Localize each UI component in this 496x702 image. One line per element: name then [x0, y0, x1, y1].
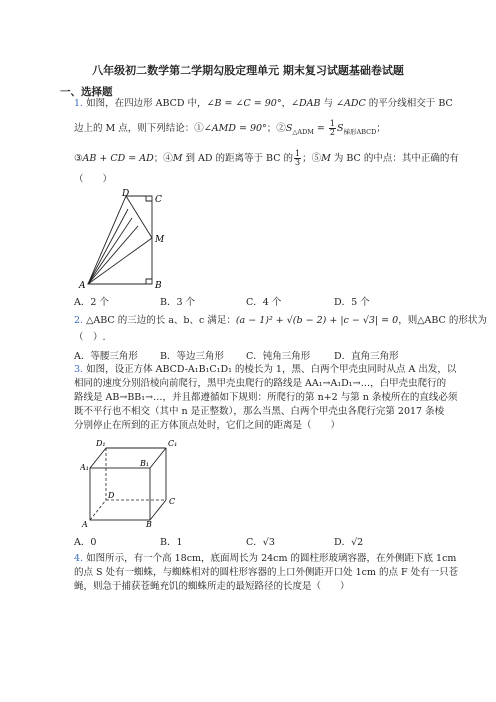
q1-frac-den: 2: [329, 128, 335, 137]
q3-line-1: [74, 364, 456, 376]
q2-option-b: B．等边三角形: [160, 351, 224, 362]
q3-edge-a1d1: [90, 448, 106, 468]
q1-frac3-den: 3: [295, 158, 301, 167]
q1-frac3-num: 1: [295, 149, 301, 158]
q1-area-s: S: [285, 123, 293, 134]
q2-option-a: A．等腰三角形: [74, 351, 138, 362]
q3-label-c1: C₁: [168, 439, 178, 448]
q1-c4: ；④: [153, 153, 173, 164]
q1-hatch-1: [88, 209, 128, 284]
q1-label-d: D: [122, 189, 130, 199]
q2-option-d: D．直角三角形: [334, 351, 399, 362]
q1-label-b: B: [155, 281, 162, 291]
section-heading: 一、选择题: [60, 86, 113, 98]
q3-label-d1: D₁: [96, 439, 106, 448]
q3-label-d: D: [108, 491, 115, 500]
q3-option-a: A．0: [74, 537, 97, 548]
q2-answer-paren: （ ）.: [74, 332, 106, 343]
q1-comma: ，: [281, 98, 292, 109]
q1-and: 与: [320, 98, 337, 109]
q1-number: 1.: [74, 98, 84, 109]
q1-line-dm: [126, 196, 152, 238]
q3-number: 3.: [74, 364, 84, 375]
q1-bisector-text: 的平分线相交于 BC: [365, 98, 453, 109]
q3-label-a: A: [82, 520, 88, 528]
q3-option-c: C．√3: [246, 537, 275, 548]
q1-hatch-2: [88, 218, 132, 284]
q3-edge-b1c1: [150, 448, 166, 468]
q1-area-sub2: 梯形ABCD: [343, 127, 377, 136]
q1-text: 如图，在四边形 ABCD 中，: [86, 98, 207, 109]
q3-label-a1: A₁: [80, 463, 89, 472]
q1-equals: =: [313, 123, 328, 134]
q4-number: 4.: [74, 553, 84, 564]
q2-text: △ABC 的三边的长 a、b、c 满足：: [86, 315, 236, 326]
q2-number: 2.: [74, 315, 84, 326]
q3-cube-front-face: [90, 468, 150, 520]
q4-text-1: 如图所示，有一个高 18cm，底面周长为 24cm 的圆柱形玻璃容器，在外侧距下底 1cm: [86, 553, 457, 564]
q1-c5: ；⑤: [302, 153, 322, 164]
q3-cube-figure: [80, 436, 190, 528]
q1-m: M: [172, 153, 183, 164]
q1-line-3: [74, 150, 459, 167]
q3-label-c: C: [169, 497, 176, 506]
q2-line-1: [74, 315, 487, 327]
q3-edge-ad-hidden: [90, 500, 106, 520]
q3-label-b1: B₁: [140, 459, 150, 468]
q1-hatch-3: [88, 226, 138, 284]
q1-label-a: A: [79, 281, 86, 291]
q1-right-angle-c: [146, 196, 152, 201]
q1-conclusion-1: ∠AMD = 90°: [203, 123, 267, 134]
q1-answer-paren: （ ）: [74, 174, 113, 185]
q1-option-a: A．2 个: [74, 297, 109, 308]
q3-option-d: D．√2: [334, 537, 364, 548]
q3-line-3: 路线是 AB→BB₁→…，并且都遵循如下规则：所爬行的第 n+2 与第 n 条棱所在的直线必须: [74, 392, 458, 403]
q1-fraction-third: [294, 150, 301, 167]
q1-area-s2: S: [336, 123, 344, 134]
q1-option-b: B．3 个: [160, 297, 196, 308]
q2-equation: (a − 1)² + √(b − 2) + |c − √3| = 0: [235, 315, 399, 326]
q1-option-d: D．5 个: [334, 297, 370, 308]
q1-m2: M: [321, 153, 331, 164]
q1-line-2: [74, 120, 386, 138]
q3-label-b: B: [146, 520, 152, 528]
q1-sep2: ；: [376, 123, 386, 134]
q4-line-1: [74, 553, 456, 565]
q1-fraction-half: [329, 120, 336, 137]
q2-text-2: ，则△ABC 的形状为: [398, 315, 487, 326]
q1-label-m: M: [155, 235, 165, 245]
q3-option-b: B．1: [160, 537, 183, 548]
q1-option-c: C．4 个: [246, 297, 282, 308]
q1-angle-dab: ∠DAB: [291, 98, 321, 109]
q1-label-c: C: [155, 195, 162, 205]
q1-right-angle-b: [146, 279, 152, 284]
q4-line-2: 的点 S 处有一蜘蛛，与蜘蛛相对的圆柱形容器的上口外侧距开口处 1cm 的点 F 处有一只苍: [74, 567, 459, 578]
document-title: 八年级初二数学第二学期勾股定理单元 期末复习试题基础卷试题: [92, 64, 404, 77]
q2-option-c: C．钝角三角形: [246, 351, 311, 362]
q1-angle-bc: ∠B = ∠C = 90°: [206, 98, 282, 109]
q3-edge-bc: [150, 500, 166, 520]
q3-line-4: 既不平行也不相交（其中 n 是正整数），那么当黑、白两个甲壳虫各爬行完第 2017 条棱: [74, 406, 445, 417]
q3-line-2: 相同的速度分别沿棱向前爬行，黑甲壳虫爬行的路线是 AA₁→A₁D₁→…，白甲壳虫爬行的: [74, 378, 447, 389]
q1-c4-text: 到 AD 的距离等于 BC 的: [182, 153, 294, 164]
q1-c5-text: 为 BC 的中点：其中正确的有: [330, 153, 459, 164]
q3-text-1: 如图，设正方体 ABCD-A₁B₁C₁D₁ 的棱长为 1，黑、白两个甲壳虫同时从点 A 出发，以: [86, 364, 457, 375]
q1-c3: ③: [74, 153, 83, 164]
q1-line-1: [74, 98, 453, 110]
q1-sep: ；②: [266, 123, 286, 134]
q1-conclusion-3: AB + CD = AD: [82, 153, 154, 164]
q1-quadrilateral: [88, 196, 152, 284]
q1-area-sub: △ADM: [292, 127, 314, 136]
q1-text-2: 边上的 M 点，则下列结论：①: [74, 123, 204, 134]
q1-trapezoid-figure: [76, 188, 176, 292]
q1-frac-num: 1: [329, 119, 335, 128]
q3-line-5: 分别停止在所到的正方体顶点处时，它们之间的距离是（ ）: [74, 420, 341, 431]
q1-angle-adc: ∠ADC: [336, 98, 366, 109]
q4-line-3: 蝇，则急于捕获苍蝇充饥的蜘蛛所走的最短路径的长度是（ ）: [74, 581, 350, 592]
